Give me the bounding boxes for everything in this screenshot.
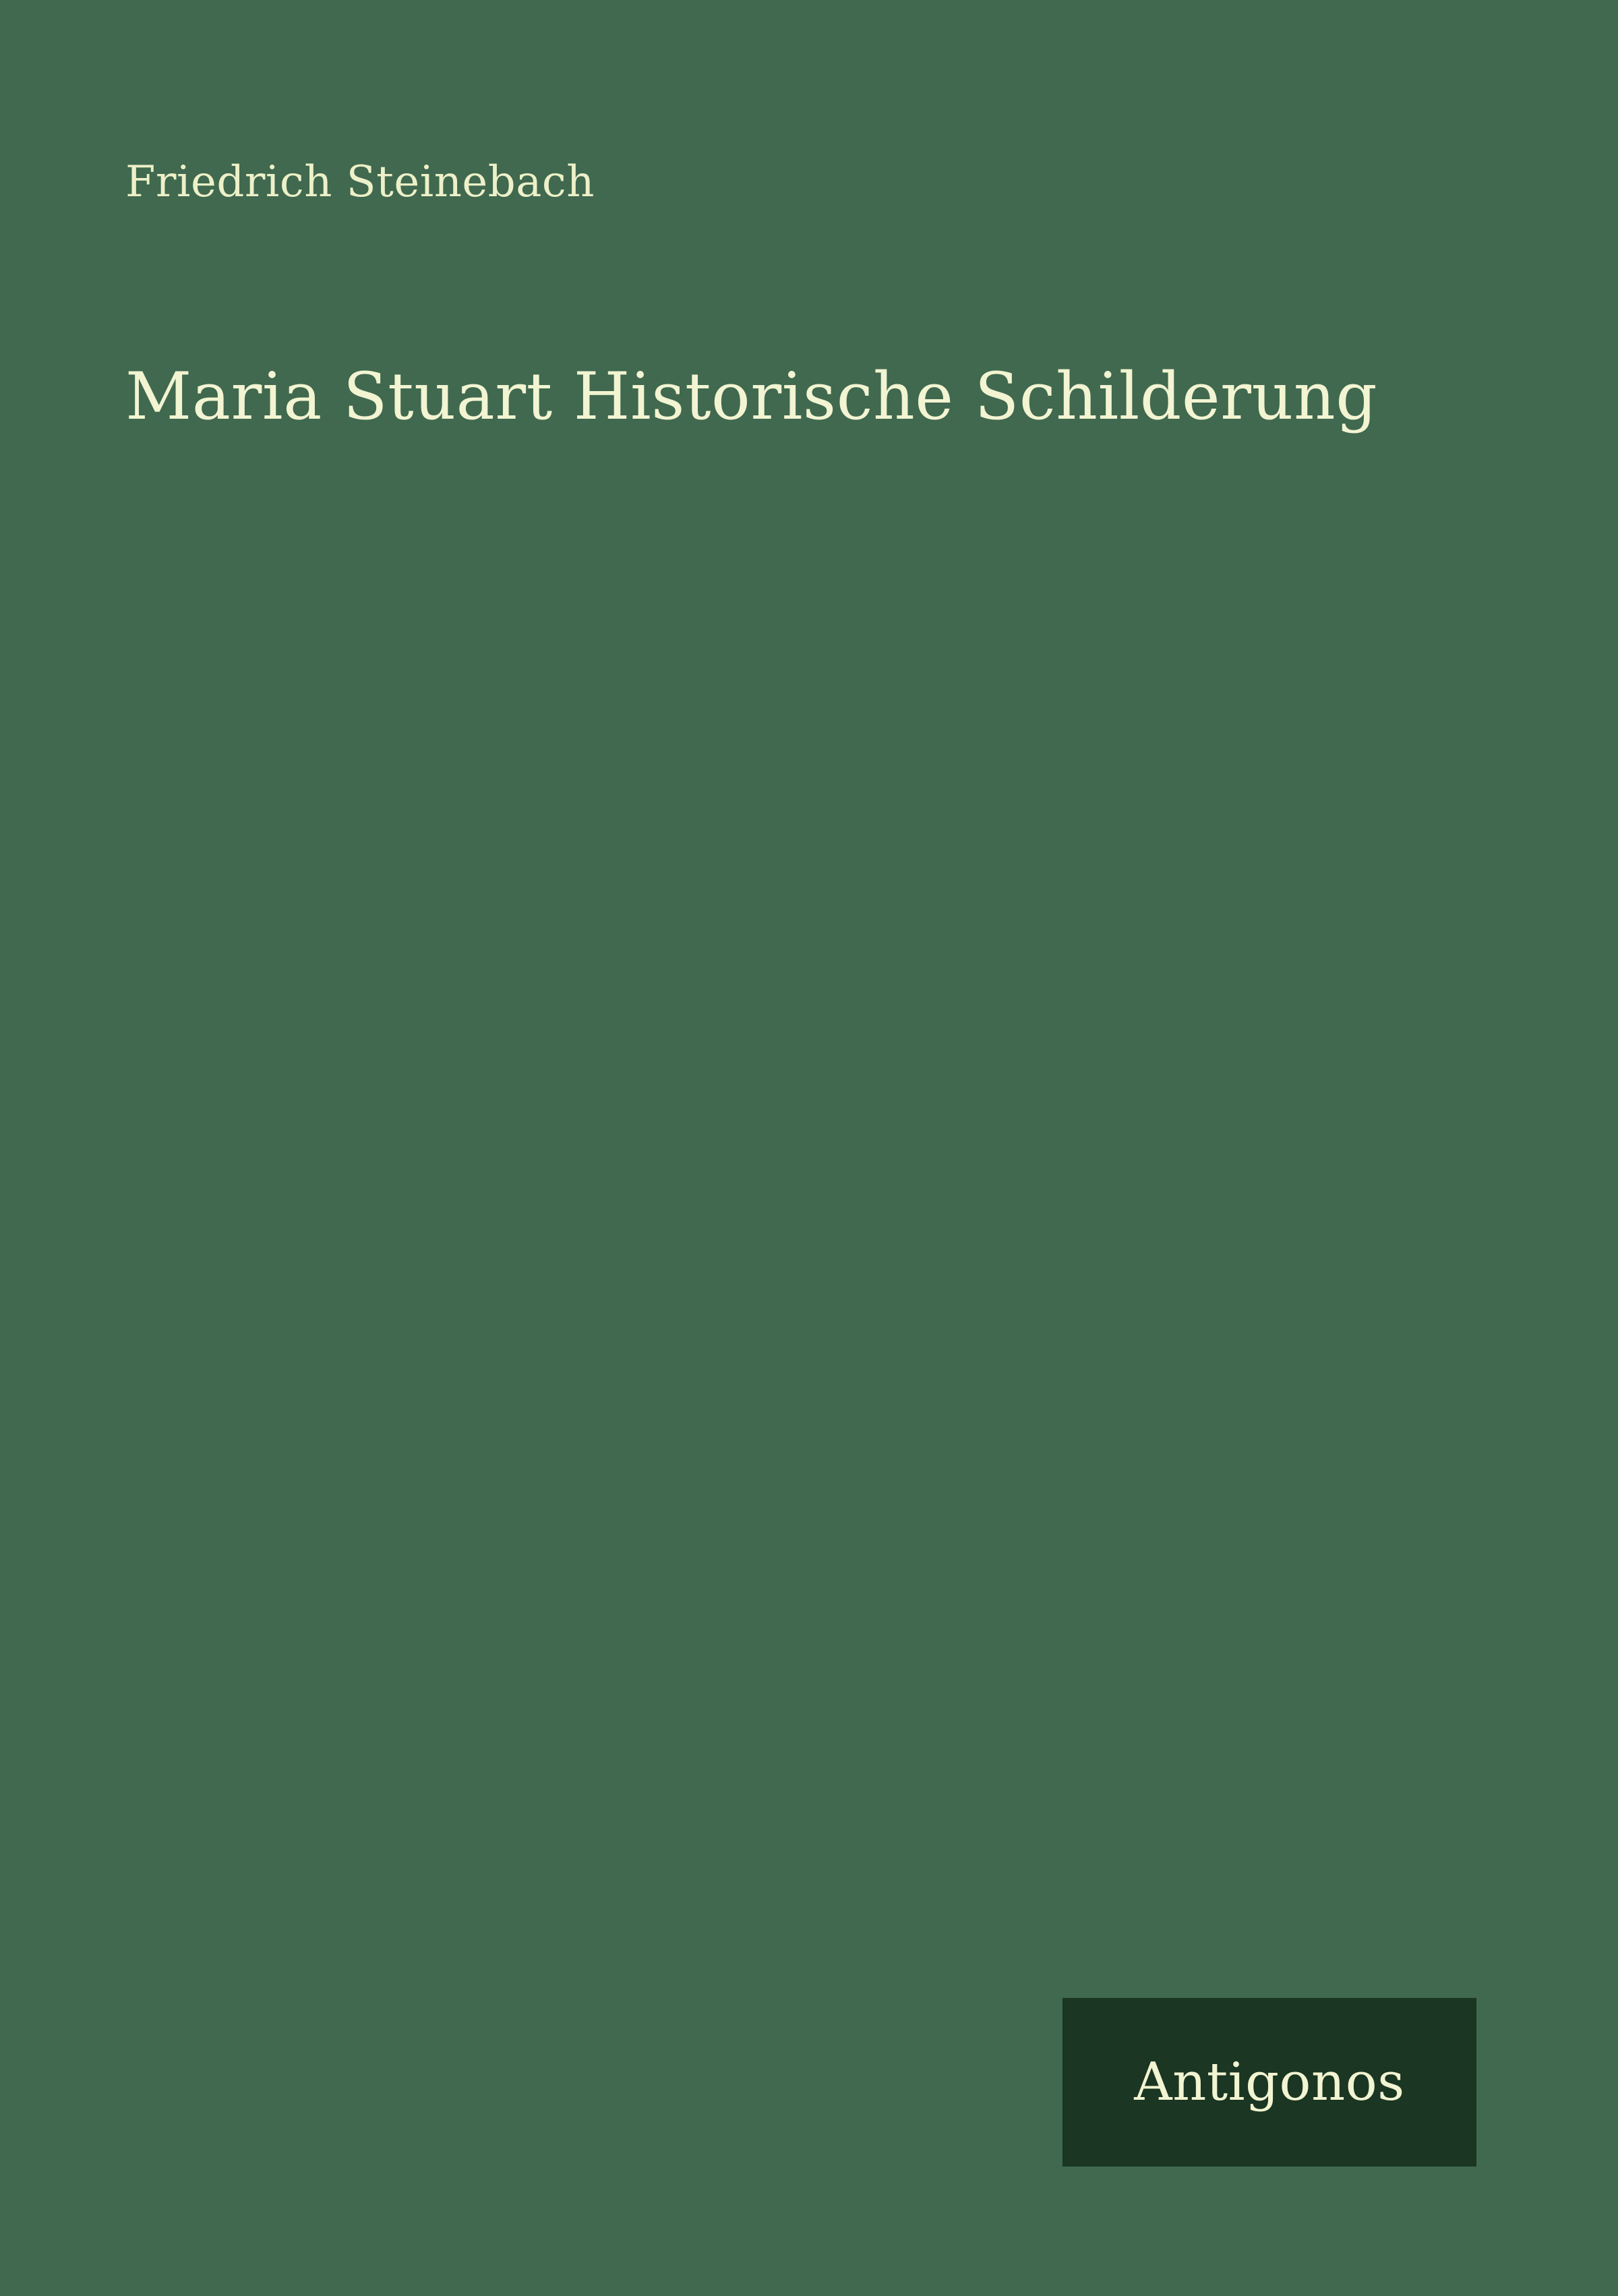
publisher-logo [1062, 1998, 1476, 2167]
book-title: Maria Stuart Historische Schilderung [125, 359, 1378, 434]
author-name: Friedrich Steinebach [125, 157, 595, 207]
publisher-name: Antigonos [1134, 2052, 1405, 2113]
